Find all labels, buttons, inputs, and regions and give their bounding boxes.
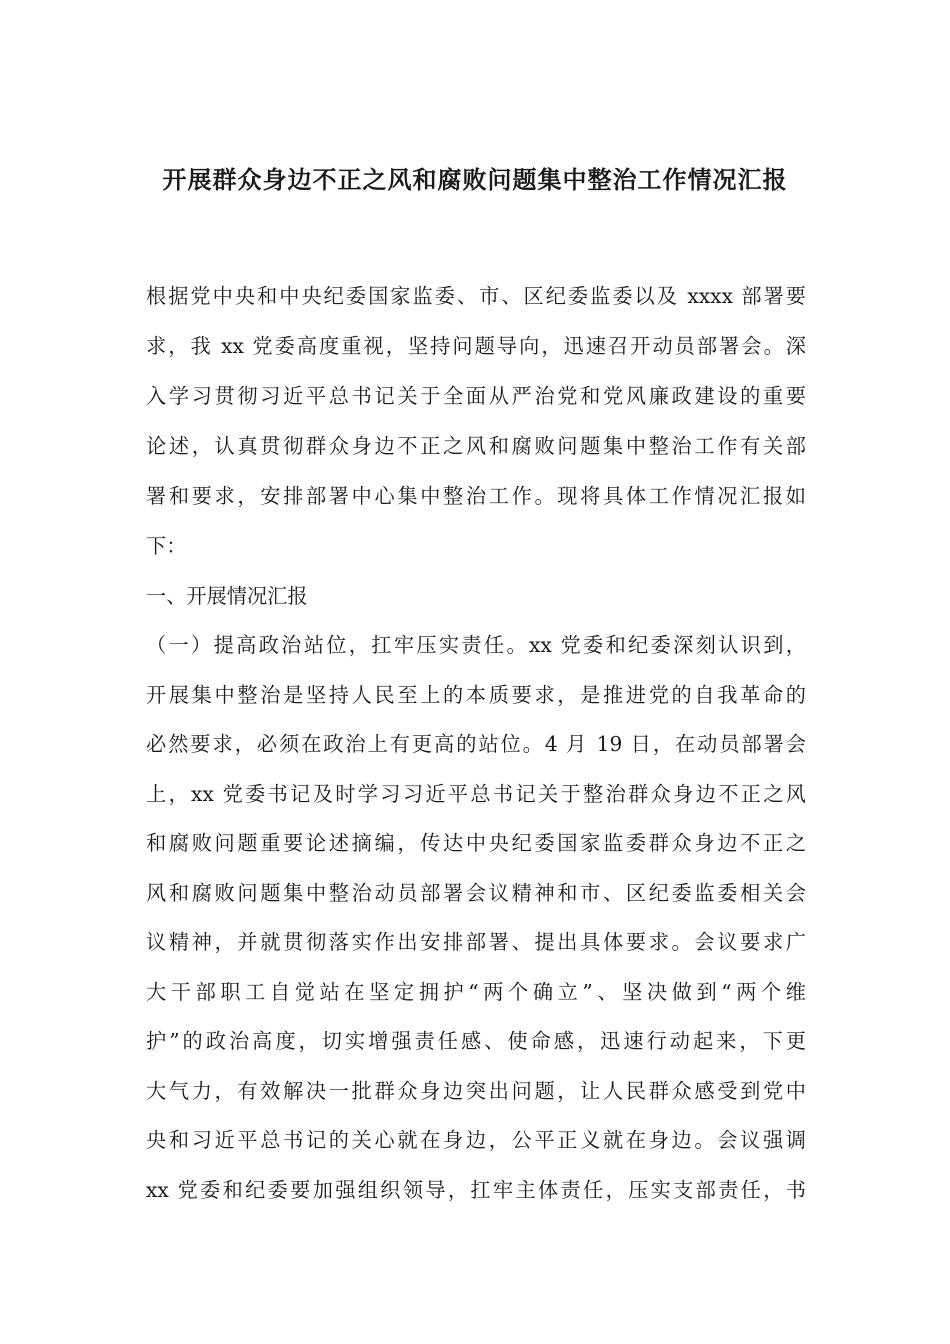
paragraph-line: 和腐败问题重要论述摘编，传达中央纪委国家监委群众身边不正之	[146, 831, 806, 855]
paragraph-line: 开展集中整治是坚持人民至上的本质要求，是推进党的自我革命的	[146, 683, 806, 707]
document-title: 开展群众身边不正之风和腐败问题集中整治工作情况汇报	[162, 165, 788, 194]
section-heading: 一、开展情况汇报	[146, 584, 308, 608]
paragraph-line: 根据党中央和中央纪委国家监委、市、区纪委监委以及 xxxx 部署要	[146, 284, 806, 308]
paragraph-line: 风和腐败问题集中整治动员部署会议精神和市、区纪委监委相关会	[146, 881, 806, 905]
paragraph-line: 央和习近平总书记的关心就在身边，公平正义就在身边。会议强调	[146, 1128, 806, 1152]
paragraph-line: 署和要求，安排部署中心集中整治工作。现将具体工作情况汇报如	[146, 484, 806, 508]
paragraph-line: 议精神，并就贯彻落实作出安排部署、提出具体要求。会议要求广	[146, 930, 806, 954]
paragraph-line: 必然要求，必须在政治上有更高的站位。4 月 19 日，在动员部署会	[146, 732, 806, 756]
paragraph-line: 求，我 xx 党委高度重视，坚持问题导向，迅速召开动员部署会。深	[146, 334, 806, 358]
subsection-heading-line: （一）提高政治站位，扛牢压实责任。xx 党委和纪委深刻认识到，	[146, 633, 806, 657]
paragraph-line: 上，xx 党委书记及时学习习近平总书记关于整治群众身边不正之风	[146, 782, 806, 806]
paragraph-line: 大干部职工自觉站在坚定拥护“两个确立”、坚决做到“两个维	[146, 980, 806, 1004]
paragraph-line: xx 党委和纪委要加强组织领导，扛牢主体责任，压实支部责任，书	[146, 1178, 806, 1202]
paragraph-line: 下：	[146, 534, 187, 558]
paragraph-line: 大气力，有效解决一批群众身边突出问题，让人民群众感受到党中	[146, 1079, 806, 1103]
paragraph-line: 论述，认真贯彻群众身边不正之风和腐败问题集中整治工作有关部	[146, 434, 806, 458]
paragraph-line: 护”的政治高度，切实增强责任感、使命感，迅速行动起来，下更	[146, 1029, 806, 1053]
paragraph-line: 入学习贯彻习近平总书记关于全面从严治党和党风廉政建设的重要	[146, 384, 806, 408]
